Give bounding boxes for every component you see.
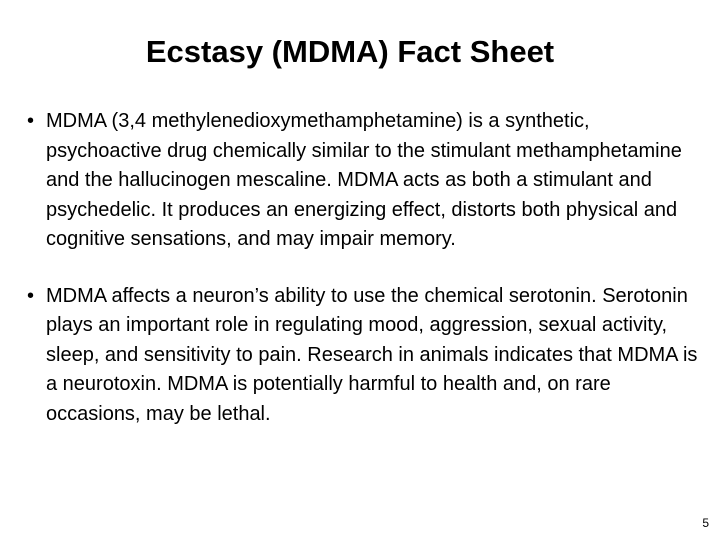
page-number: 5 bbox=[702, 516, 709, 530]
bullet-item bbox=[27, 107, 702, 255]
bullet-marker: • bbox=[27, 110, 35, 132]
bullet-text: MDMA (3,4 methylenedioxymethamphetamine) is a synthetic, psychoactive drug chemically similar to the stimulant methamphetamine and the hallucinogen mescaline. MDMA acts as both a stimulant and psychedelic. It produces an energizing effect, distorts both physical and cognitive sensations, and may impair memory. bbox=[46, 110, 682, 250]
bullet-marker: • bbox=[27, 284, 35, 307]
bullet-list bbox=[27, 107, 702, 456]
slide-title: Ecstasy (MDMA) Fact Sheet bbox=[145, 34, 555, 69]
bullet-text: MDMA affects a neuron’s ability to use the chemical serotonin. Serotonin plays an important role in regulating mood, aggression, sexual activity, sleep, and sensitivity to pain. Research in animals indicates that MDMA is a neurotoxin. MDMA is potentially harmful to health and, on rare occasions, may be lethal. bbox=[46, 284, 698, 425]
bullet-item bbox=[27, 282, 702, 430]
